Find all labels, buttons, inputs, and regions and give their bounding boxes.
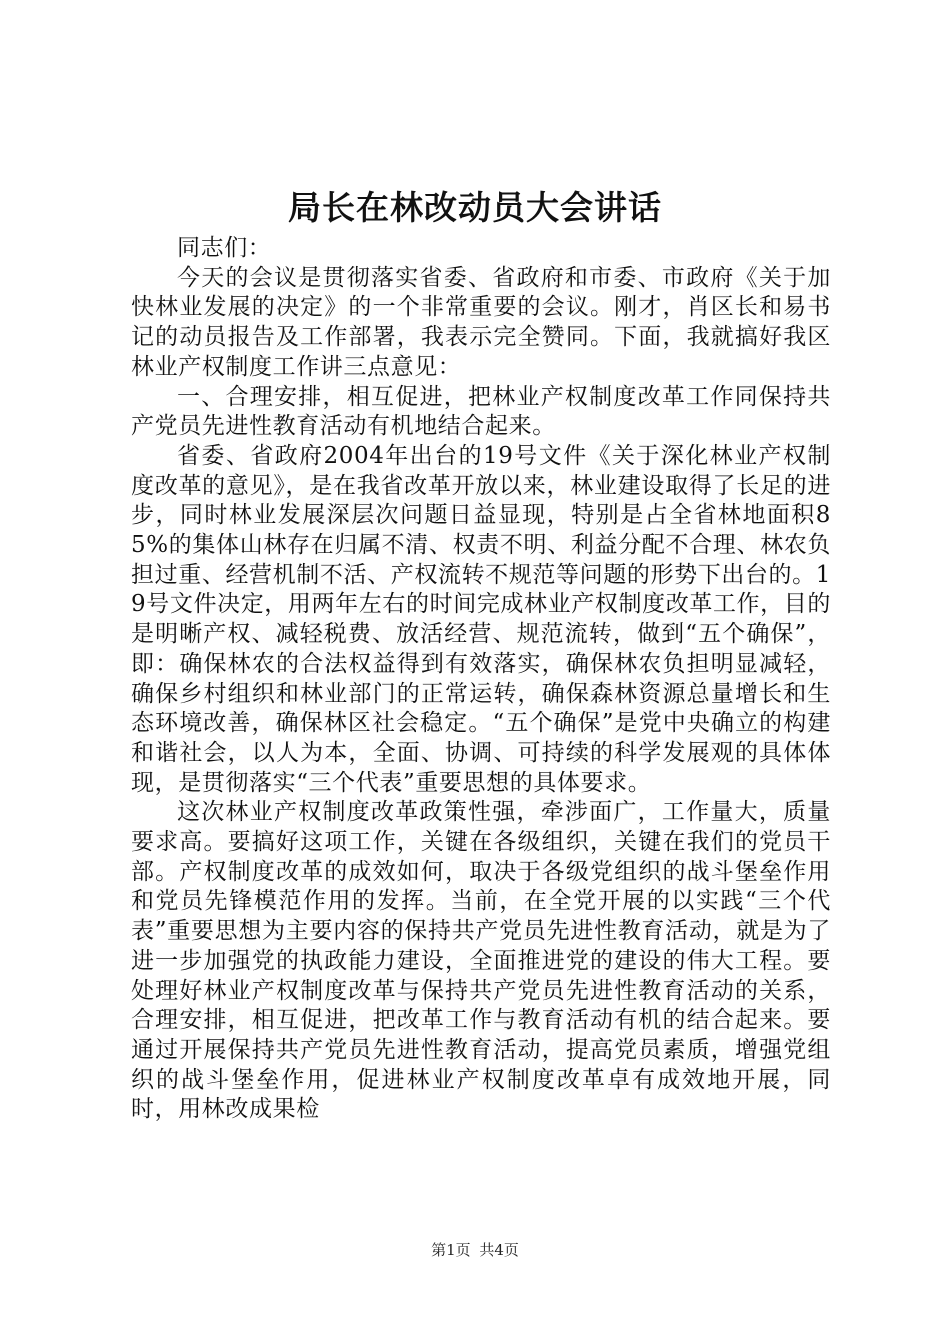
page-footer [0,1240,950,1260]
section-heading: 一、合理安排，相互促进，把林业产权制度改革工作同保持共产党员先进性教育活动有机地结合起来。 [131,383,831,440]
document-title: 局长在林改动员大会讲话 [288,188,662,227]
body-paragraph: 省委、省政府2004年出台的19号文件《关于深化林业产权制度改革的意见》，是在我省改革开放以来，林业建设取得了长足的进步，同时林业发展深层次问题日益显现，特别是占全省林地面积85%的集体山林存在归属不清、权责不明、利益分配不合理、林农负担过重、经营机制不活、产权流转不规范等问题的形势下出台的。19号文件决定，用两年左右的时间完成林业产权制度改革工作，目的是明晰产权、减轻税费、放活经营、规范流转，做到“五个确保”，即：确保林农的合法权益得到有效落实，确保林农负担明显减轻，确保乡村组织和林业部门的正常运转，确保森林资源总量增长和生态环境改善，确保林区社会稳定。“五个确保”是党中央确立的构建和谐社会，以人为本，全面、协调、可持续的科学发展观的具体体现，是贯彻落实“三个代表”重要思想的具体要求。 [131,442,831,796]
page-total: 共4页 [479,1241,519,1259]
body-paragraph: 这次林业产权制度改革政策性强，牵涉面广，工作量大，质量要求高。要搞好这项工作，关键在各级组织，关键在我们的党员干部。产权制度改革的成效如何，取决于各级党组织的战斗堡垒作用和党员先锋模范作用的发挥。当前，在全党开展的以实践“三个代表”重要思想为主要内容的保持共产党员先进性教育活动，就是为了进一步加强党的执政能力建设，全面推进党的建设的伟大工程。要处理好林业产权制度改革与保持共产党员先进性教育活动的关系，合理安排，相互促进，把改革工作与教育活动有机的结合起来。要通过开展保持共产党员先进性教育活动，提高党员素质，增强党组织的战斗堡垒作用，促进林业产权制度改革卓有成效地开展，同时，用林改成果检 [131,799,831,1123]
page-number: 第1页 [431,1241,471,1259]
body-paragraph: 今天的会议是贯彻落实省委、省政府和市委、市政府《关于加快林业发展的决定》的一个非常重要的会议。刚才，肖区长和易书记的动员报告及工作部署，我表示完全赞同。下面，我就搞好我区林业产权制度工作讲三点意见： [131,264,831,380]
salutation: 同志们： [177,235,272,261]
document-body [131,234,831,1125]
